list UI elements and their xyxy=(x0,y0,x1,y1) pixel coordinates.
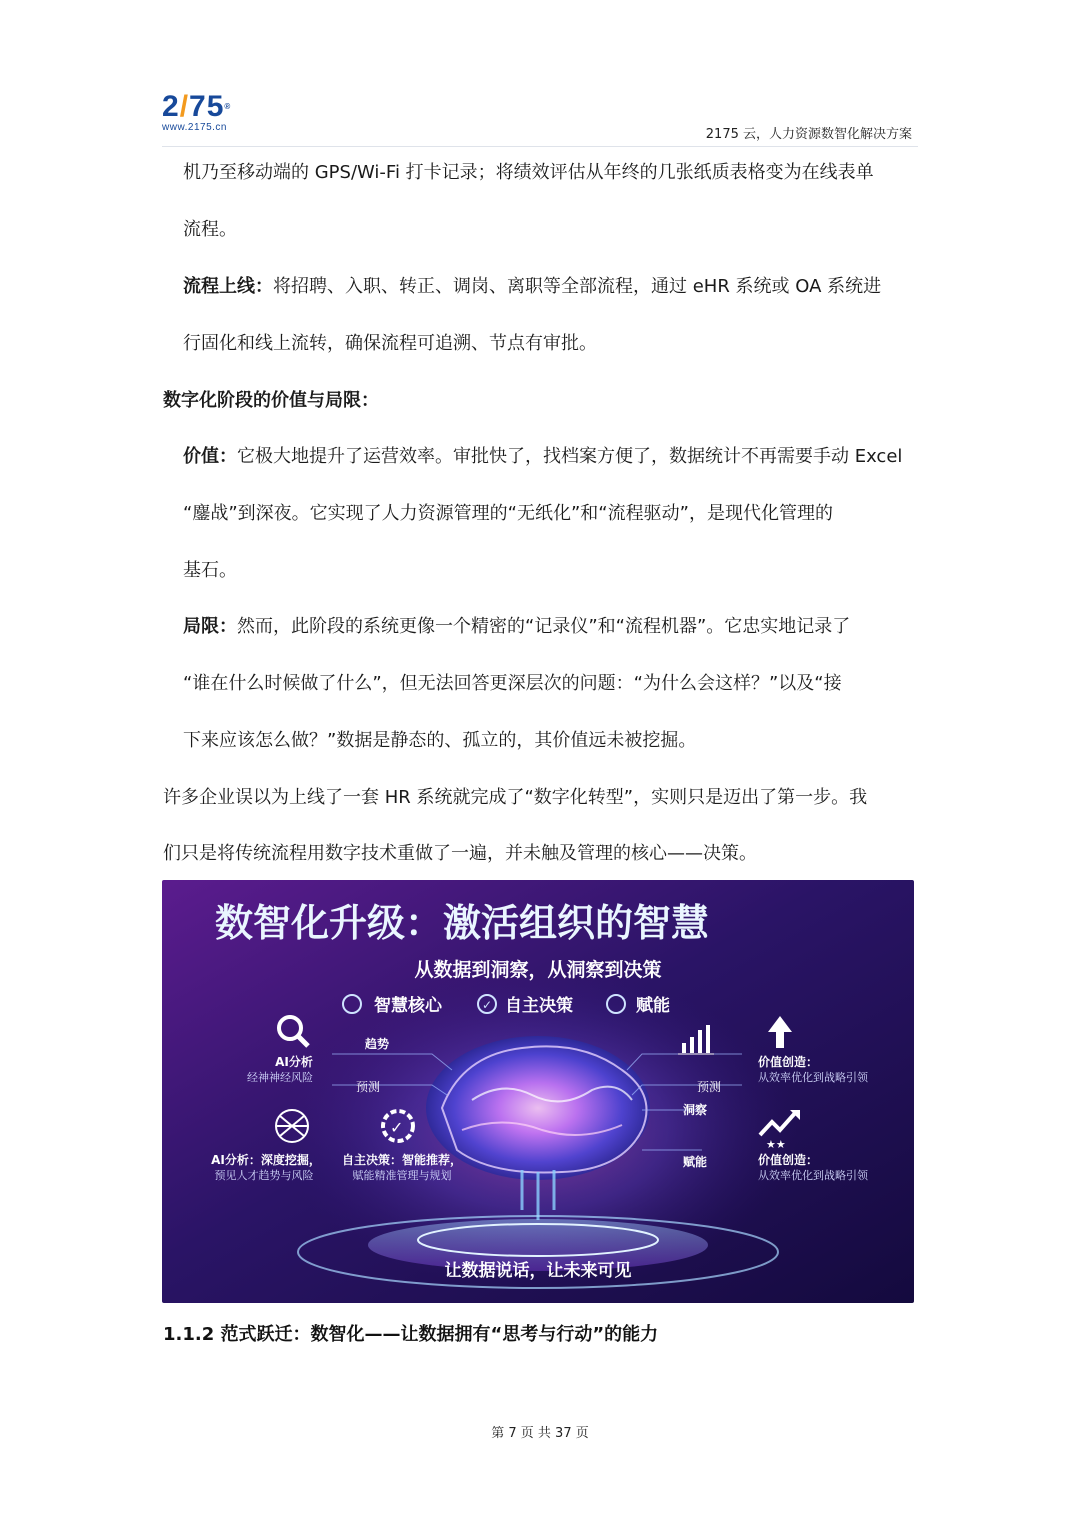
header-title: 2175 云，人力资源数智化解决方案 xyxy=(705,127,912,142)
right2-title: 价值创造： xyxy=(758,1153,819,1167)
pill-decision-label: 自主决策 xyxy=(505,996,573,1016)
value-label: 价值： xyxy=(183,446,237,467)
process-text: 将招聘、入职、转正、调岗、离职等全部流程，通过 eHR 系统或 OA 系统进 xyxy=(273,276,882,297)
value-text: 它极大地提升了运营效率。审批快了，找档案方便了，数据统计不再需要手动 Excel xyxy=(237,446,903,467)
right1-title: 价值创造： xyxy=(758,1055,819,1069)
left1-sub: 经神神经风险 xyxy=(247,1071,313,1084)
banner-footer: 让数据说话，让未来可见 xyxy=(444,1261,632,1281)
body-line: 们只是将传统流程用数字技术重做了一遍，并未触及管理的核心——决策。 xyxy=(163,843,757,864)
stage-heading: 数字化阶段的价值与局限： xyxy=(163,390,379,411)
header-divider xyxy=(162,146,918,147)
page-number: 第 7 页 共 37 页 xyxy=(491,1426,589,1441)
label-empower: 赋能 xyxy=(682,1155,708,1169)
svg-text:★★: ★★ xyxy=(766,1138,786,1151)
logo-mark: 2/75® xyxy=(162,90,232,123)
section-heading: 1.1.2 范式跃迁：数智化——让数据拥有“思考与行动”的能力 xyxy=(163,1324,659,1345)
body-line: 下来应该怎么做？”数据是静态的、孤立的，其价值远未被挖掘。 xyxy=(183,730,697,751)
process-label: 流程上线： xyxy=(183,276,273,297)
right1-sub: 从效率优化到战略引领 xyxy=(758,1071,868,1084)
label-predict-right: 预测 xyxy=(696,1080,722,1094)
company-logo xyxy=(162,92,282,136)
body-line: 基石。 xyxy=(183,560,237,581)
left2-sub: 预见人才趋势与风险 xyxy=(214,1169,314,1182)
check-icon: ✓ xyxy=(482,998,493,1012)
value-paragraph xyxy=(183,446,902,468)
limit-text: 然而，此阶段的系统更像一个精密的“记录仪”和“流程机器”。它忠实地记录了 xyxy=(237,616,851,637)
label-predict-left: 预测 xyxy=(355,1080,381,1094)
body-line: 行固化和线上流转，确保流程可追溯、节点有审批。 xyxy=(183,333,597,354)
limit-label: 局限： xyxy=(183,616,237,637)
pill-core-label: 智慧核心 xyxy=(374,996,442,1016)
limit-paragraph xyxy=(183,616,850,638)
pill-empower-label: 赋能 xyxy=(636,996,670,1016)
mid-title: 自主决策：智能推荐， xyxy=(341,1153,463,1167)
right2-sub: 从效率优化到战略引领 xyxy=(758,1169,868,1182)
banner-title: 数智化升级：激活组织的智慧 xyxy=(214,901,710,945)
label-trend: 趋势 xyxy=(364,1037,390,1051)
body-line: “谁在什么时候做了什么”，但无法回答更深层次的问题：“为什么会这样？”以及“接 xyxy=(183,673,842,694)
body-line: “鏖战”到深夜。它实现了人力资源管理的“无纸化”和“流程驱动”，是现代化管理的 xyxy=(183,503,833,524)
label-insight: 洞察 xyxy=(682,1103,708,1117)
body-line: 许多企业误以为上线了一套 HR 系统就完成了“数字化转型”，实则只是迈出了第一步。我 xyxy=(163,787,868,808)
left2-title: AI分析：深度挖掘， xyxy=(211,1153,321,1167)
left1-title: AI分析 xyxy=(275,1055,313,1069)
mid-sub: 赋能精准管理与规划 xyxy=(352,1169,452,1182)
logo-url: www.2175.cn xyxy=(162,122,227,133)
banner-subtitle: 从数据到洞察，从洞察到决策 xyxy=(414,959,662,981)
svg-text:✓: ✓ xyxy=(390,1118,404,1137)
process-paragraph xyxy=(183,276,881,298)
ai-brain-banner xyxy=(162,880,914,1303)
body-line: 机乃至移动端的 GPS/Wi-Fi 打卡记录；将绩效评估从年终的几张纸质表格变为在线表单 xyxy=(183,162,874,183)
body-line: 流程。 xyxy=(183,219,237,240)
